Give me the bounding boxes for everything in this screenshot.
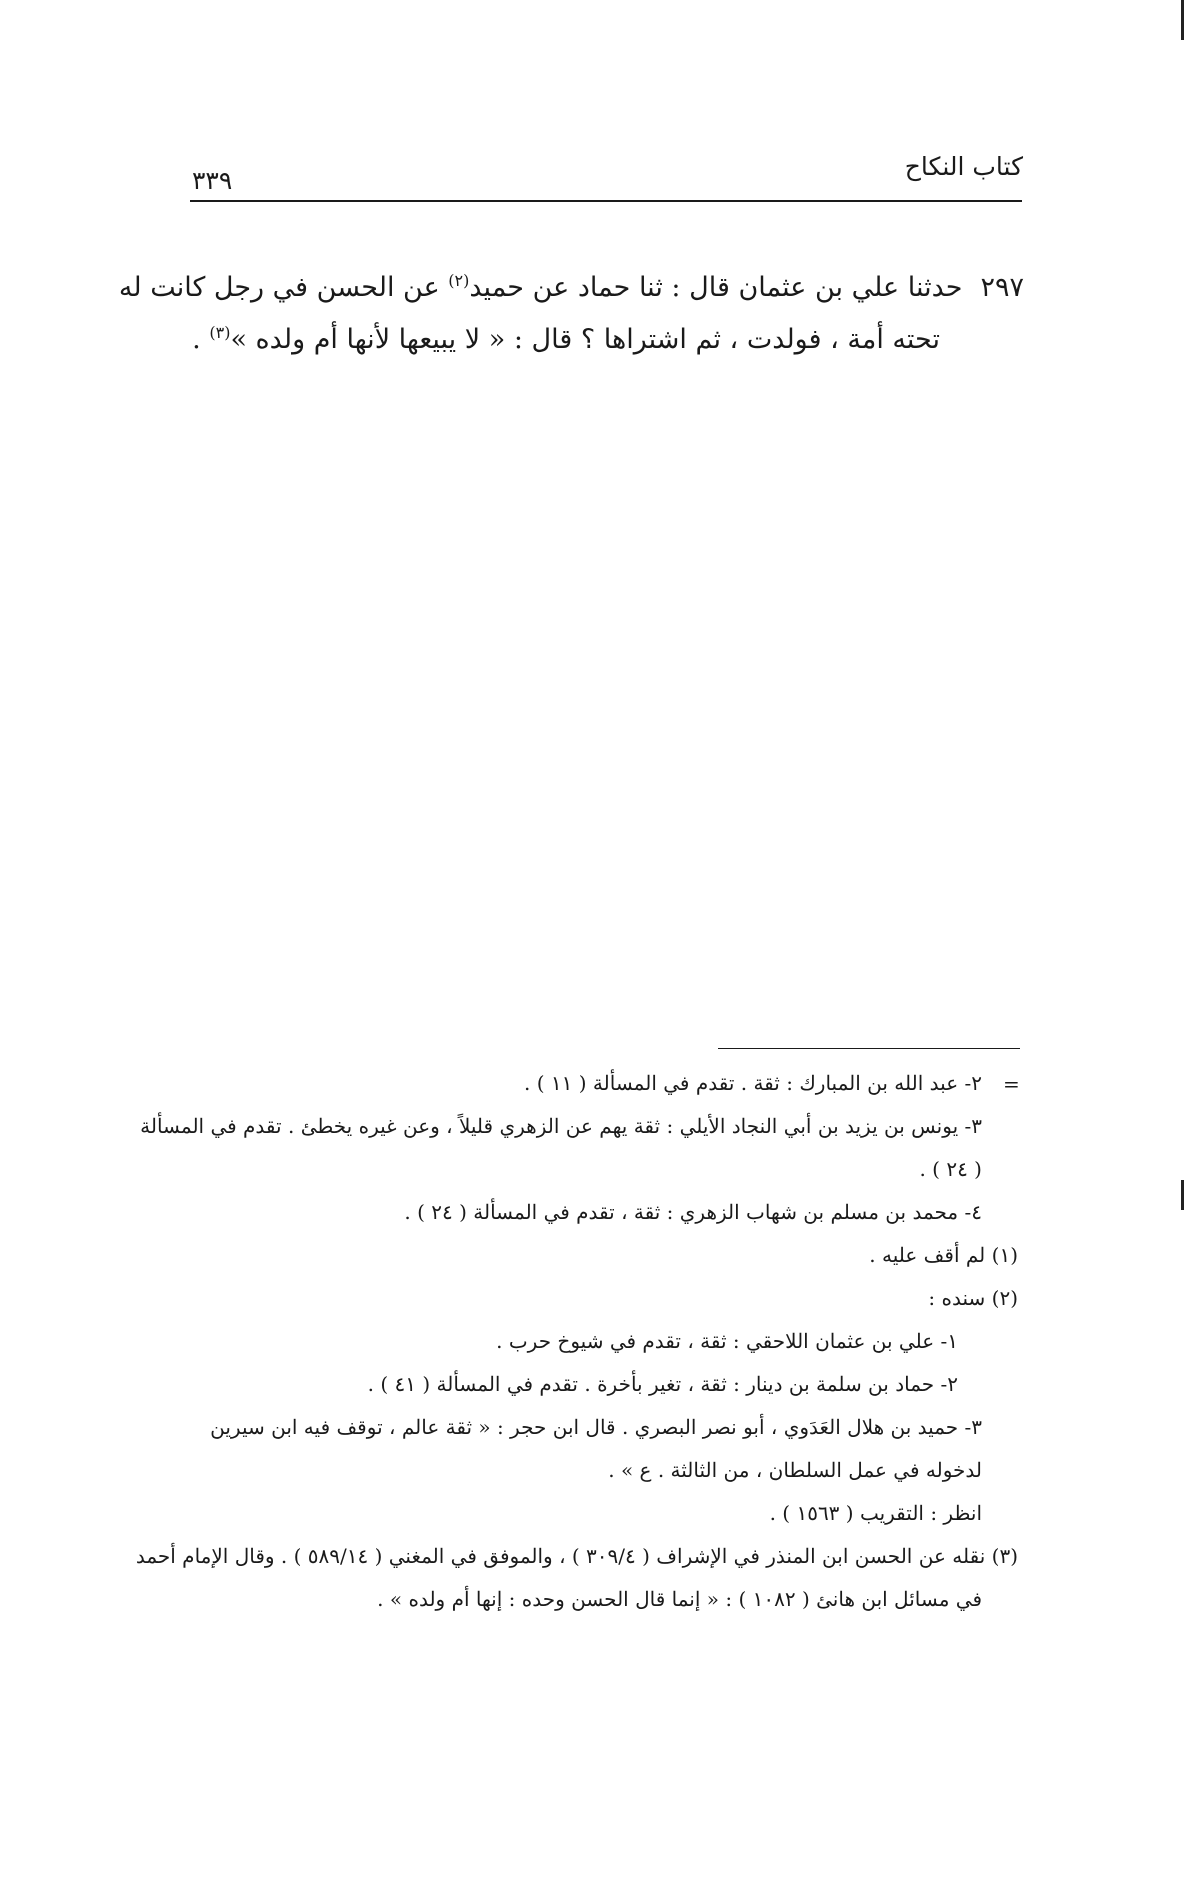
footnote-continuation-mark: =: [1003, 1072, 1020, 1096]
hadith-line-2-b: .: [192, 324, 210, 355]
footnote-1: (١) لم أقف عليه .: [869, 1243, 1018, 1267]
footnote-line: ١- علي بن عثمان اللاحقي : ثقة ، تقدم في شيوخ حرب .: [496, 1329, 958, 1353]
footnote-3: (٣) نقله عن الحسن ابن المنذر في الإشراف ( ٣٠٩/٤ ) ، والموفق في المغني ( ٥٨٩/١٤ ) . وقال الإمام أحمد: [135, 1544, 1018, 1568]
hadith-line-2-a: تحته أمة ، فولدت ، ثم اشتراها ؟ قال : « لا يبيعها لأنها أم ولده »: [230, 324, 940, 355]
footnote-line: في مسائل ابن هانئ ( ١٠٨٢ ) : « إنما قال الحسن وحده : إنها أم ولده » .: [377, 1587, 982, 1611]
header-rule: [190, 200, 1022, 202]
footnote-ref-3: (٣): [209, 323, 231, 342]
footnote-line: ٤- محمد بن مسلم بن شهاب الزهري : ثقة ، تقدم في المسألة ( ٢٤ ) .: [404, 1200, 982, 1224]
scan-edge-mark: [1181, 0, 1184, 40]
footnote-2: (٢) سنده :: [928, 1286, 1018, 1310]
footnote-separator: [718, 1048, 1020, 1049]
hadith-line-1-a: حدثنا علي بن عثمان قال : ثنا حماد عن حميد: [469, 272, 963, 303]
hadith-line-1-b: عن الحسن في رجل كانت له: [118, 272, 449, 303]
hadith-line-2: [188, 314, 1024, 366]
running-title: كتاب النكاح: [904, 152, 1023, 181]
hadith-number: ٢٩٧: [980, 272, 1024, 303]
footnote-line: ( ٢٤ ) .: [919, 1157, 982, 1181]
footnote-line: ٢- حماد بن سلمة بن دينار : ثقة ، تغير بأخرة . تقدم في المسألة ( ٤١ ) .: [367, 1372, 958, 1396]
page-number: ٣٣٩: [192, 166, 233, 195]
scan-edge-mark: [1181, 1180, 1184, 1210]
hadith-text: [118, 262, 1024, 366]
footnote-line: لدخوله في عمل السلطان ، من الثالثة . ع » .: [608, 1458, 982, 1482]
footnote-line: ٢- عبد الله بن المبارك : ثقة . تقدم في المسألة ( ١١ ) .: [524, 1071, 982, 1095]
footnote-line: ٣- حميد بن هلال العَدَوي ، أبو نصر البصري . قال ابن حجر : « ثقة عالم ، توقف فيه ابن سيرين: [210, 1415, 982, 1439]
footnotes: [135, 1062, 1018, 1621]
hadith-line-1: [118, 262, 1024, 314]
footnote-ref-2: (٢): [448, 271, 470, 290]
footnote-line: ٣- يونس بن يزيد بن أبي النجاد الأيلي : ثقة يهم عن الزهري قليلاً ، وعن غيره يخطئ . تقدم في المسألة: [140, 1114, 982, 1138]
footnote-line: انظر : التقريب ( ١٥٦٣ ) .: [769, 1501, 982, 1525]
